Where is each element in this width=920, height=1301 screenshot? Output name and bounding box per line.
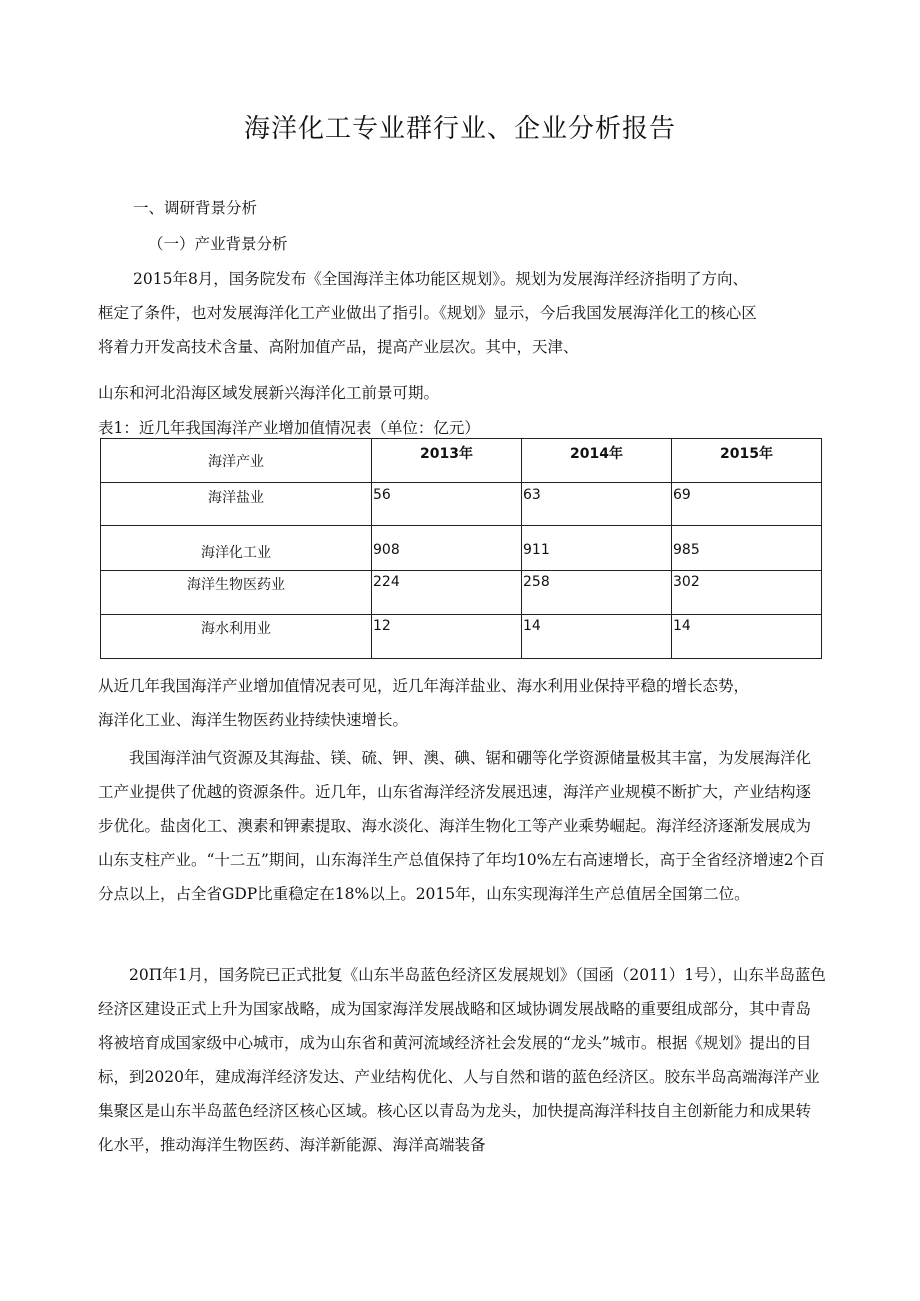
paragraph: 20П年1月，国务院已正式批复《山东半岛蓝色经济区发展规划》（国函（2011）1号），山东半岛蓝色经济区建设正式上升为国家战略，成为国家海洋发展战略和区域协调发展战略的重要组成部分，其中青岛将被培育成国家级中心城市，成为山东省和黄河流域经济社会发展的“龙头”城市。根据《规划》提出的目标，到2020年，建成海洋经济发达、产业结构优化、人与自然和谐的蓝色经济区。胶东半岛高端海洋产业集聚区是山东半岛蓝色经济区核心区域。核心区以青岛为龙头，加快提高海洋科技自主创新能力和成果转化水平，推动海洋生物医药、海洋新能源、海洋高端装备 — [98, 966, 826, 1154]
table-caption: 表1：近几年我国海洋产业增加值情况表（单位：亿元） — [98, 419, 480, 437]
table-row — [101, 615, 822, 659]
industry-cell: 海水利用业 — [101, 615, 372, 659]
section-heading: 一、调研背景分析 — [133, 199, 258, 217]
industry-cell: 海洋化工业 — [101, 526, 372, 571]
value-cell: 258 — [522, 571, 672, 615]
header-2014: 2014年 — [522, 439, 672, 483]
value-cell: 14 — [522, 615, 672, 659]
table-header-row — [101, 439, 822, 483]
paragraph-line: 框定了条件，也对发展海洋化工产业做出了指引。《规划》显示，今后我国发展海洋化工的核心区 — [98, 304, 757, 322]
value-cell: 63 — [522, 483, 672, 526]
paragraph-line: 山东和河北沿海区域发展新兴海洋化工前景可期。 — [98, 384, 440, 402]
value-cell: 911 — [522, 526, 672, 571]
value-cell: 985 — [672, 526, 822, 571]
value-cell: 12 — [372, 615, 522, 659]
value-cell: 69 — [672, 483, 822, 526]
paragraph-line: 海洋化工业、海洋生物医药业持续快速增长。 — [98, 711, 409, 729]
paragraph-line: 2015年8月，国务院发布《全国海洋主体功能区规划》。规划为发展海洋经济指明了方向、 — [133, 270, 749, 288]
value-cell: 908 — [372, 526, 522, 571]
industry-cell: 海洋生物医药业 — [101, 571, 372, 615]
industry-cell: 海洋盐业 — [101, 483, 372, 526]
document-title: 海洋化工专业群行业、企业分析报告 — [243, 114, 676, 144]
industry-value-table — [100, 438, 822, 659]
paragraph: 我国海洋油气资源及其海盐、镁、硫、钾、澳、碘、锯和硼等化学资源储量极其丰富，为发展海洋化工产业提供了优越的资源条件。近几年，山东省海洋经济发展迅速，海洋产业规模不断扩大，产业结构逐步优化。盐卤化工、澳素和钾素提取、海水淡化、海洋生物化工等产业乘势崛起。海洋经济逐渐发展成为山东支柱产业。“十二五”期间，山东海洋生产总值保持了年均10%左右高速增长，高于全省经济增速2个百分点以上，占全省GDP比重稳定在18%以上。2015年，山东实现海洋生产总值居全国第二位。 — [98, 749, 825, 903]
paragraph-line: 将着力开发高技术含量、高附加值产品，提高产业层次。其中，天津、 — [98, 338, 579, 356]
paragraph-line: 从近几年我国海洋产业增加值情况表可见，近几年海洋盐业、海水利用业保持平稳的增长态势， — [98, 677, 750, 695]
table-row — [101, 526, 822, 571]
value-cell: 56 — [372, 483, 522, 526]
header-2013: 2013年 — [372, 439, 522, 483]
table-row — [101, 571, 822, 615]
value-cell: 302 — [672, 571, 822, 615]
value-cell: 14 — [672, 615, 822, 659]
table-row — [101, 483, 822, 526]
subsection-heading: （一）产业背景分析 — [148, 235, 288, 253]
value-cell: 224 — [372, 571, 522, 615]
header-industry: 海洋产业 — [101, 439, 372, 483]
header-2015: 2015年 — [672, 439, 822, 483]
